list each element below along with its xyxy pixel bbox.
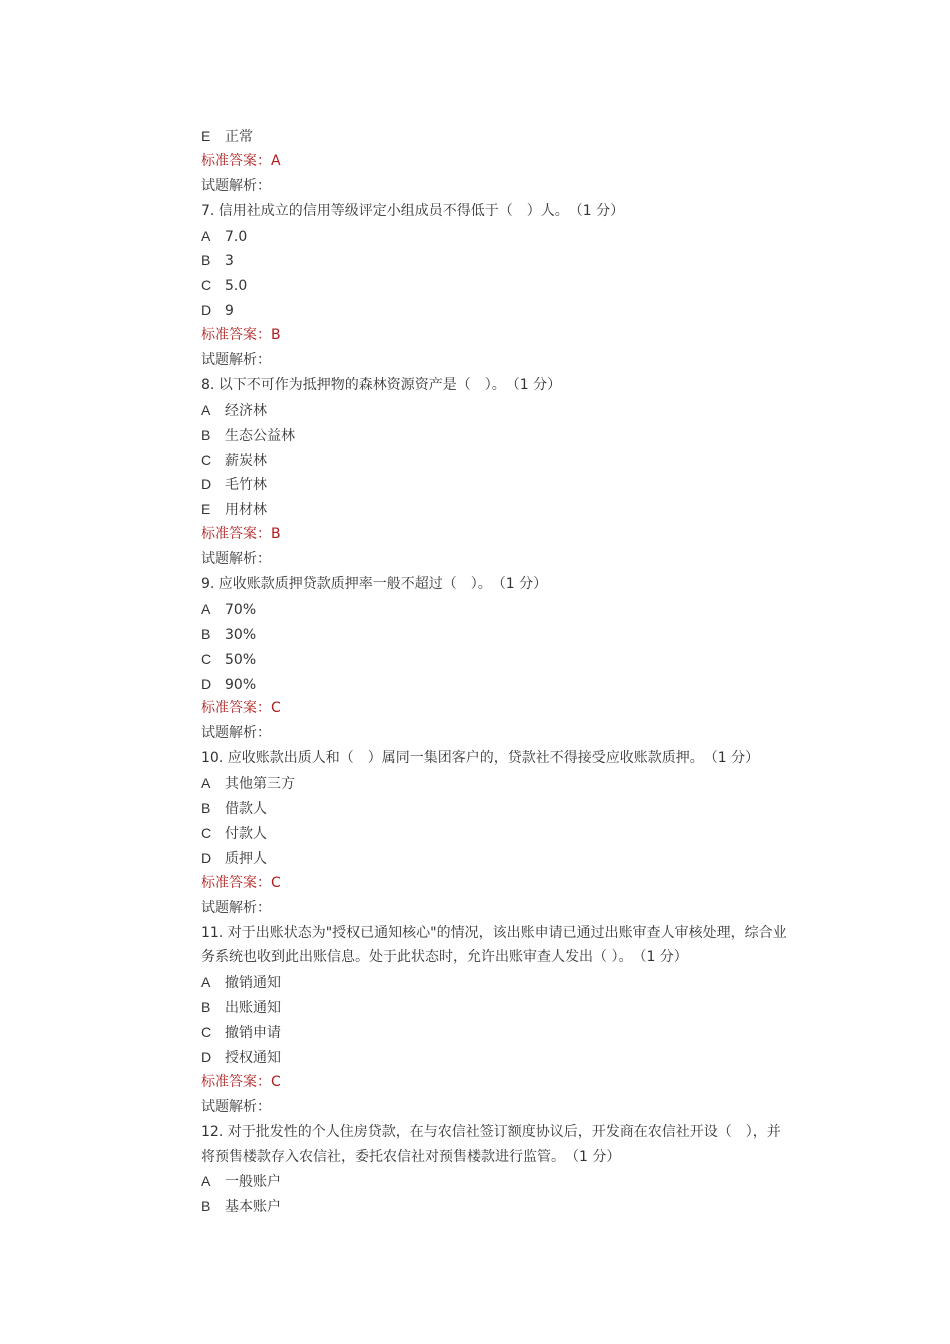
option-text: 基本账户 [225, 1199, 281, 1216]
option-b [201, 796, 813, 821]
option-c [201, 821, 813, 846]
question-text: 10. 应收账款出质人和（ ）属同一集团客户的，贷款社不得接受应收账款质押。 （1 分） [201, 750, 760, 767]
answer-analysis: 试题解析： [201, 551, 271, 568]
option-letter: D [201, 302, 212, 319]
option-letter: B [201, 252, 211, 269]
question-7 [201, 199, 813, 373]
option-d [201, 846, 813, 871]
standard-answer: 标准答案：B [201, 526, 281, 543]
option-text: 薪炭林 [225, 452, 267, 469]
option-b [201, 248, 813, 273]
option-c [201, 448, 813, 473]
option-text: 70% [225, 601, 257, 618]
option-letter: B [201, 426, 211, 443]
option-c [201, 273, 813, 298]
question-text-line-1: 11. 对于出账状态为"授权已通知核心"的情况，该出账申请已通过出账审查人审核处理，综合业 [201, 924, 787, 941]
question-text-line-2: 将预售楼款存入农信社，委托农信社对预售楼款进行监管。 （1 分） [201, 1148, 621, 1165]
question-text-line-1: 12. 对于批发性的个人住房贷款，在与农信社签订额度协议后，开发商在农信社开设（ ），并 [201, 1123, 781, 1140]
option-b [201, 423, 813, 448]
option-letter: C [201, 277, 212, 294]
option-letter: E [201, 501, 211, 518]
option-text: 7.0 [225, 228, 248, 245]
standard-answer: 标准答案：B [201, 327, 281, 344]
option-d [201, 298, 813, 323]
option-text: 用材林 [225, 502, 267, 519]
option-letter: A [201, 974, 211, 991]
question-text: 9. 应收账款质押贷款质押率一般不超过（ ）。 （1 分） [201, 576, 548, 593]
option-c [201, 1020, 813, 1045]
option-letter: C [201, 1024, 212, 1041]
option-e [201, 124, 813, 149]
option-text: 其他第三方 [225, 776, 295, 793]
question-9 [201, 572, 813, 746]
option-text: 30% [225, 626, 257, 643]
option-text: 3 [225, 253, 234, 270]
option-text: 正常 [225, 129, 253, 145]
option-a [201, 771, 813, 796]
option-text: 生态公益林 [225, 427, 295, 444]
answer-analysis: 试题解析： [201, 352, 271, 369]
option-a [201, 1169, 813, 1194]
option-d [201, 1045, 813, 1070]
option-b [201, 1194, 813, 1219]
prev-question-tail [201, 124, 813, 199]
question-10 [201, 746, 813, 920]
option-letter: B [201, 999, 211, 1016]
option-text: 一般账户 [225, 1174, 281, 1191]
option-a [201, 597, 813, 622]
option-letter: D [201, 1048, 212, 1065]
option-text: 9 [225, 303, 234, 320]
option-a [201, 398, 813, 423]
option-text: 毛竹林 [225, 477, 267, 494]
question-11 [201, 921, 813, 1120]
option-text: 质押人 [225, 850, 267, 867]
option-c [201, 647, 813, 672]
option-text: 5.0 [225, 278, 248, 295]
option-letter: B [201, 1198, 211, 1215]
answer-analysis: 试题解析： [201, 177, 271, 194]
question-12 [201, 1120, 813, 1220]
option-letter: C [201, 824, 212, 841]
option-text: 授权通知 [225, 1049, 281, 1066]
answer-analysis: 试题解析： [201, 1098, 271, 1115]
option-e [201, 497, 813, 522]
option-letter: A [201, 775, 211, 792]
standard-answer: 标准答案：A [201, 152, 281, 169]
option-letter: D [201, 849, 212, 866]
option-text: 撤销申请 [225, 1025, 281, 1042]
option-text: 经济林 [225, 402, 267, 419]
option-text: 撤销通知 [225, 975, 281, 992]
option-letter: C [201, 650, 212, 667]
option-text: 90% [225, 676, 257, 693]
option-text: 出账通知 [225, 1000, 281, 1017]
question-8 [201, 373, 813, 572]
standard-answer: 标准答案：C [201, 874, 281, 891]
exam-content [201, 124, 813, 1219]
option-b [201, 622, 813, 647]
option-b [201, 995, 813, 1020]
option-letter: D [201, 675, 212, 692]
standard-answer: 标准答案：C [201, 700, 281, 717]
question-text: 7. 信用社成立的信用等级评定小组成员不得低于（ ）人。 （1 分） [201, 202, 625, 219]
option-letter: A [201, 401, 211, 418]
answer-analysis: 试题解析： [201, 899, 271, 916]
option-letter: A [201, 600, 211, 617]
option-a [201, 224, 813, 249]
option-letter: B [201, 800, 211, 817]
option-letter: B [201, 625, 211, 642]
option-letter: E [201, 128, 211, 144]
option-d [201, 672, 813, 697]
option-text: 付款人 [225, 825, 267, 842]
option-letter: D [201, 476, 212, 493]
answer-analysis: 试题解析： [201, 725, 271, 742]
question-text-line-2: 务系统也收到此出账信息。处于此状态时，允许出账审查人发出（ ）。 （1 分） [201, 949, 688, 966]
standard-answer: 标准答案：C [201, 1073, 281, 1090]
option-a [201, 970, 813, 995]
option-letter: C [201, 451, 212, 468]
option-letter: A [201, 227, 211, 244]
option-text: 借款人 [225, 801, 267, 818]
option-text: 50% [225, 651, 257, 668]
option-letter: A [201, 1173, 211, 1190]
option-d [201, 472, 813, 497]
question-text: 8. 以下不可作为抵押物的森林资源资产是（ ）。 （1 分） [201, 376, 562, 393]
